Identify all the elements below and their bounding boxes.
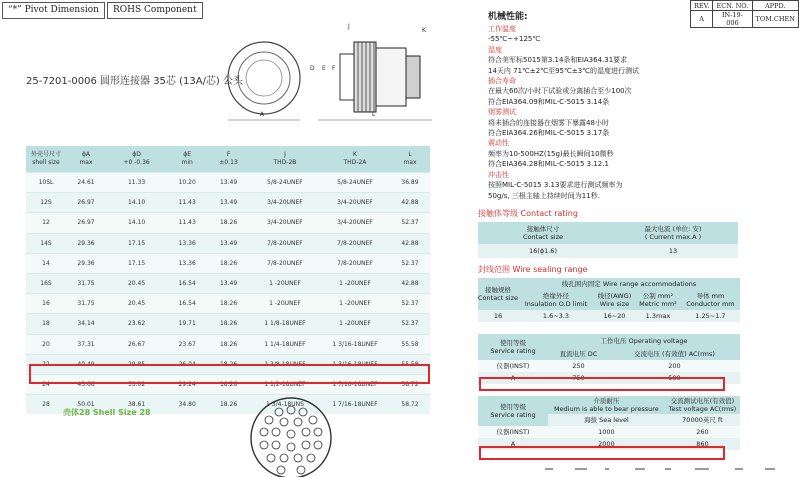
col-header-f: F ±0.13 bbox=[207, 146, 250, 173]
spec-head: 湿度 bbox=[488, 45, 502, 54]
wire-cell: 16 bbox=[493, 312, 503, 320]
spec-line: 符合EIA364.26和MIL-C-5015 3.17条 bbox=[488, 129, 610, 138]
revision-block bbox=[690, 0, 799, 28]
table-row: 12 26.97 14.10 11.43 18.26 3/4-20UNEF 3/4-20UNEF 52.37 bbox=[26, 213, 430, 233]
spec-line: 符合EIA364.09和MIL-C-5015 3.14条 bbox=[488, 97, 610, 106]
front-view-drawing bbox=[228, 42, 300, 120]
voltage-cell: 仪器(INST) bbox=[496, 362, 530, 370]
mech-specs bbox=[488, 24, 708, 201]
ecn-header: ECN. NO. bbox=[713, 1, 752, 11]
col-header-k: K THD-2A bbox=[320, 146, 390, 173]
highlight-row-28 bbox=[29, 364, 430, 384]
table-row: 16 31.75 20.45 16.54 18.26 1 -20UNEF 1 -20UNEF 52.37 bbox=[26, 294, 430, 314]
table-row: 18 34.14 23.62 19.71 18.26 1 1/8-18UNEF 1 -20UNEF 52.37 bbox=[26, 314, 430, 334]
dimension-table-header bbox=[26, 146, 430, 173]
table-row: 10SL 24.61 11.33 10.20 13.49 5/8-24UNEF 5/8-24UNEF 36.89 bbox=[26, 173, 430, 193]
test-voltage-table bbox=[478, 396, 740, 450]
appd-header: APPD. bbox=[752, 1, 798, 11]
dim-label-l: L bbox=[372, 111, 376, 118]
ecn-value: IN-19-006 bbox=[713, 11, 752, 28]
contact-size-value: 16(ϕ1.6) bbox=[529, 247, 557, 255]
bottom-scan-noise bbox=[545, 466, 795, 472]
test-cell: 260 bbox=[696, 428, 709, 436]
pivot-dimension-tag: “*” Pivot Dimension bbox=[2, 2, 105, 19]
rev-value: A bbox=[691, 11, 713, 28]
wire-sealing-heading: 封线范围 Wire sealing range bbox=[478, 265, 588, 274]
spec-head: 震动性 bbox=[488, 139, 509, 148]
dim-label-e: E bbox=[322, 65, 326, 72]
table-row: 24 43.66 33.02 29.24 18.26 1 1/2-18UNEF 1 7/16-18UNEF 58.72 bbox=[26, 374, 430, 394]
test-voltage-header: 交流测试电压(有效值) Test voltage AC(rms) bbox=[668, 397, 737, 413]
col-header-e: ϕE min bbox=[167, 146, 207, 173]
metric-header: 公制 mm² Metric mm² bbox=[639, 292, 677, 308]
rohs-component-tag: ROHS Component bbox=[107, 2, 203, 19]
spec-line: 在最大60次/小时下试验或分离插合至少100次 bbox=[488, 87, 632, 96]
table-row: 14 29.36 17.15 13.36 18.26 7/8-20UNEF 7/8-20UNEF 52.37 bbox=[26, 253, 430, 273]
wire-size-header: 线径(AWG) Wire size bbox=[597, 292, 632, 308]
dim-label-k: K bbox=[422, 27, 426, 34]
contact-rating-heading: 接触体等级 Contact rating bbox=[478, 209, 578, 218]
voltage-cell: 250 bbox=[572, 362, 585, 370]
wire-cell: 16~20 bbox=[603, 312, 626, 320]
part-title: 25-7201-0006 圆形连接器 35芯 (13A/芯) 公头 bbox=[26, 76, 244, 87]
spec-line: 将未插合的连接器在烟雾下暴露48小时 bbox=[488, 118, 609, 127]
dim-label-f: F bbox=[332, 65, 336, 72]
table-row: 12S 26.97 14.10 11.43 13.49 3/4-20UNEF 3/4-20UNEF 42.88 bbox=[26, 193, 430, 213]
col-header-j: J THD-2B bbox=[250, 146, 320, 173]
voltage-cell: A bbox=[510, 374, 516, 382]
highlight-voltage-a bbox=[479, 377, 725, 391]
test-cell: 860 bbox=[696, 440, 709, 448]
spec-head: 工作温度 bbox=[488, 25, 516, 33]
wire-contact-size-header: 接触规格 Contact size bbox=[478, 286, 518, 302]
test-cell: 2000 bbox=[598, 440, 615, 448]
wire-cell: 1.3max bbox=[645, 312, 671, 320]
spec-line: 按照MIL-C-5015 3.13要求进行测试频率为 bbox=[488, 181, 623, 190]
conductor-header: 导体 mm Conductor mm bbox=[686, 292, 735, 308]
voltage-cell: 200 bbox=[668, 362, 681, 370]
side-view-drawing bbox=[318, 42, 432, 120]
spec-line: 14天内 71℃±2℃至95℃±3℃的湿度进行测试 bbox=[488, 66, 640, 75]
wire-cell: 1.25~1.7 bbox=[695, 312, 726, 320]
voltage-cell: 750 bbox=[572, 374, 585, 382]
spec-line: 符合美军标5015第3.14条和EIA364.31要求 bbox=[488, 56, 628, 65]
wire-sealing-table bbox=[478, 278, 740, 322]
current-max-value: 13 bbox=[668, 247, 678, 255]
service-rating-header: 使用等级 Service rating bbox=[490, 339, 536, 355]
table-row: 20 37.31 26.67 23.67 18.26 1 1/4-18UNEF 1 3/16-18UNEF 55.58 bbox=[26, 334, 430, 354]
dim-label-a: A bbox=[260, 111, 265, 118]
dim-label-d: D bbox=[310, 65, 315, 72]
test-cell: A bbox=[510, 440, 516, 448]
spec-head: 插合寿命 bbox=[488, 77, 516, 86]
spec-line: -55℃~+125℃ bbox=[488, 35, 541, 44]
table-row-highlighted: 28 50.01 38.61 34.80 18.26 1 3/4-18UNS 1 7/16-18UNEF 58.72 bbox=[26, 395, 430, 415]
altitude-header: 70000英尺 ft bbox=[682, 416, 723, 424]
appd-value: TOM.CHEN bbox=[752, 11, 798, 28]
operating-voltage-title: 工作电压 Operating voltage bbox=[600, 337, 688, 345]
sea-level-header: 海拔 Sea level bbox=[584, 416, 629, 424]
dim-label-j: J bbox=[348, 23, 350, 30]
col-header-a: ϕA max bbox=[66, 146, 106, 173]
medium-header: 介质耐压 Medium is able to bear pressure bbox=[554, 397, 659, 413]
ac-header: 交流电压 (有效值) AC(rms) bbox=[633, 350, 715, 358]
contact-size-header: 接触体尺寸 Contact size bbox=[523, 225, 563, 241]
mech-title: 机械性能: bbox=[488, 12, 528, 22]
wire-range-title: 线孔围内固定 Wire range accommodations bbox=[561, 280, 697, 288]
col-header-shell-size: 外壳号尺寸 shell size bbox=[26, 146, 66, 173]
connector-drawing bbox=[222, 12, 452, 132]
rev-header: REV. bbox=[691, 1, 713, 11]
table-row: 16S 31.75 20.45 16.54 13.49 1 -20UNEF 1 -20UNEF 42.88 bbox=[26, 273, 430, 293]
contact-rating-table bbox=[478, 222, 738, 258]
spec-line: 频率为10-500HZ(15g)最长瞬间10微秒 bbox=[488, 149, 614, 158]
wire-cell: 1.6~3.3 bbox=[542, 312, 570, 320]
test-cell: 仪器(INST) bbox=[496, 428, 530, 436]
col-header-l: L max bbox=[390, 146, 430, 173]
col-header-d: ϕD +0 -0.36 bbox=[106, 146, 167, 173]
highlight-test-a bbox=[479, 446, 725, 460]
spec-head: 烟雾测试 bbox=[488, 108, 516, 117]
voltage-cell: 500 bbox=[668, 374, 681, 382]
test-cell: 1000 bbox=[598, 428, 615, 436]
table-row: 14S 29.36 17.15 13.36 13.49 7/8-20UNEF 7/8-20UNEF 42.88 bbox=[26, 233, 430, 253]
shell-size-label: 壳体28 Shell Size 28 bbox=[63, 408, 151, 417]
insulation-header: 绝缘外径 Insulation O.D limit bbox=[524, 292, 588, 308]
pin-layout-drawing bbox=[246, 388, 336, 477]
current-max-header: 最大电流 (单位: 安) ( Current max.A ) bbox=[644, 225, 702, 241]
spec-line: 符合EIA364.28和MIL-C-5015 3.12.1 bbox=[488, 160, 609, 169]
test-service-rating-header: 使用等级 Service rating bbox=[490, 403, 536, 419]
dc-header: 直流电压 DC bbox=[559, 350, 598, 358]
spec-line: 50g/s, 三根主轴上持续时间为11秒. bbox=[488, 191, 600, 200]
table-row: 22 40.49 29.85 26.04 18.26 1 3/8-18UNEF 1 3/16-18UNEF 55.58 bbox=[26, 354, 430, 374]
spec-head: 冲击性 bbox=[488, 170, 509, 179]
